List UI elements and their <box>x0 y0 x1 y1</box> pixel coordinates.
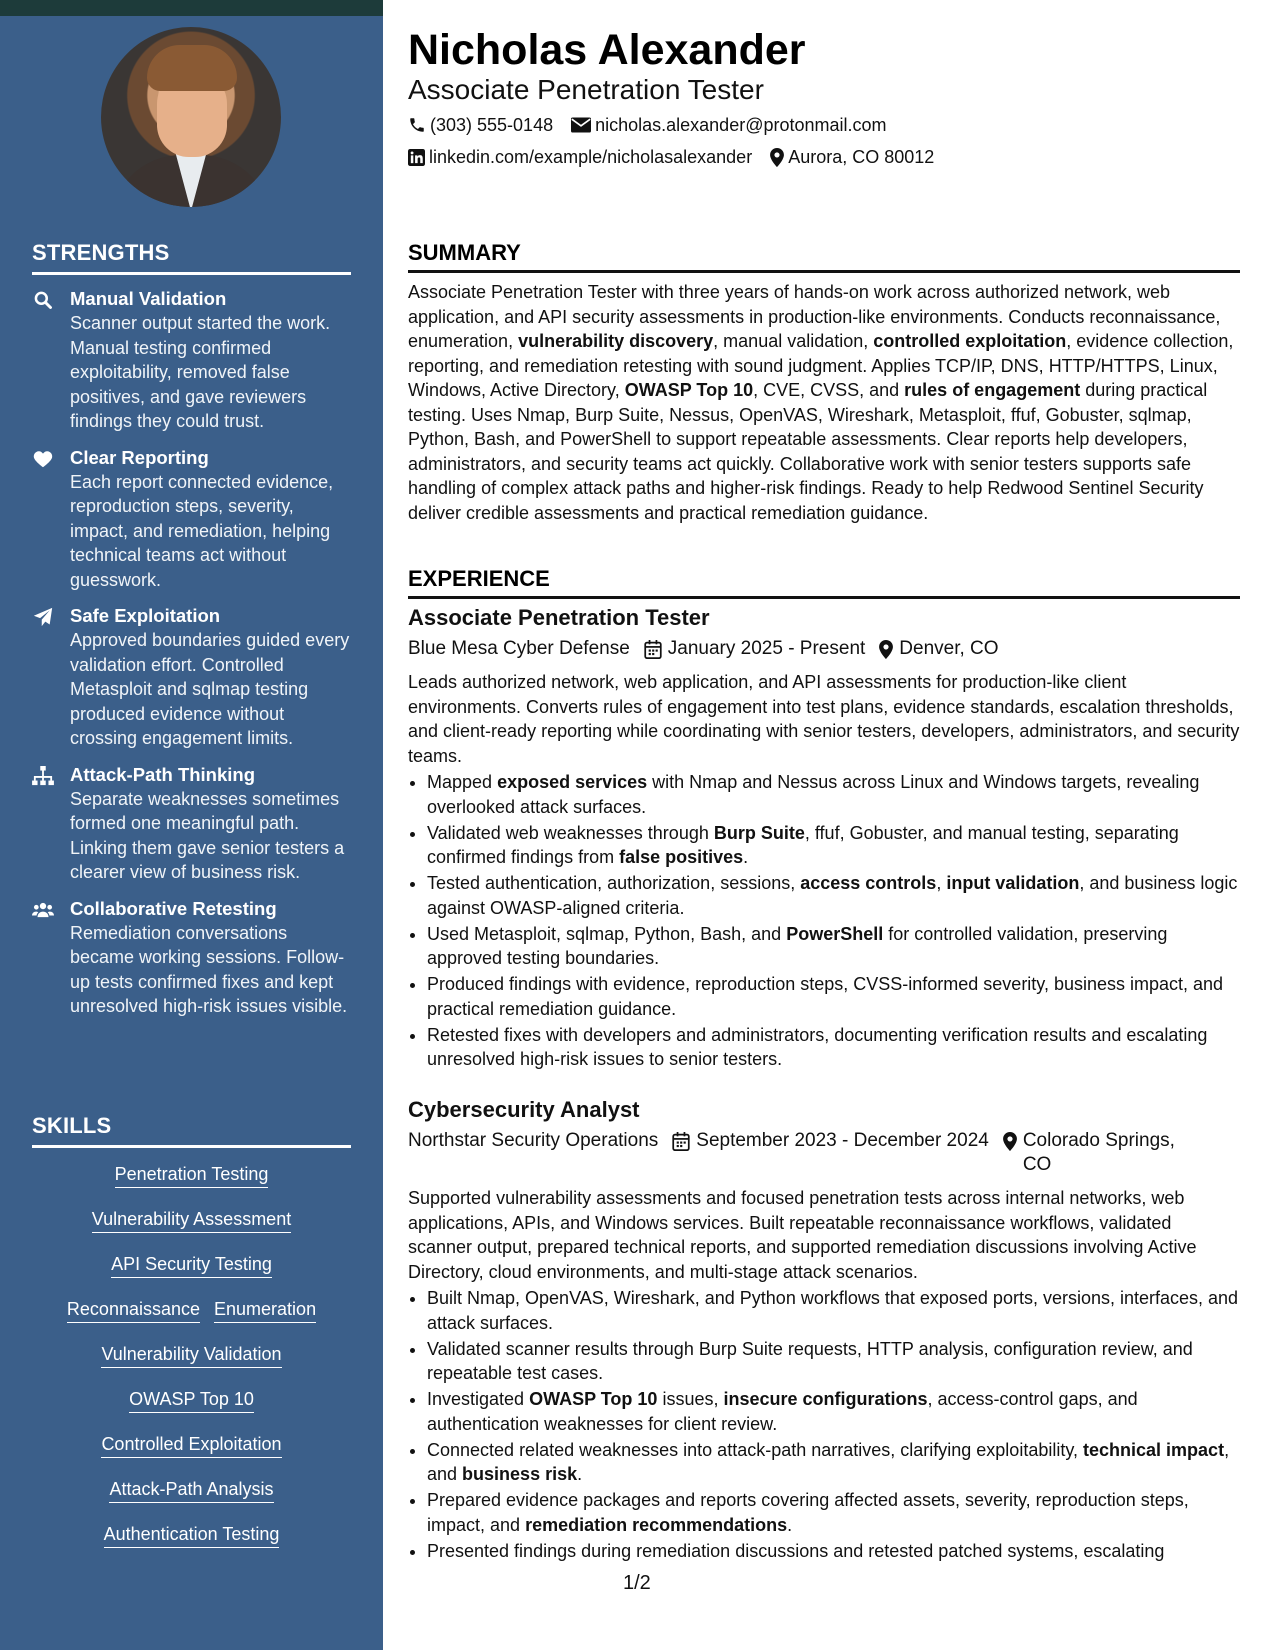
strength-item <box>32 446 351 593</box>
text-run: , ffuf, Gobuster, and manual testing, separating confirmed findings from <box>427 822 1179 867</box>
company-name <box>408 1129 658 1177</box>
location-text: Aurora, CO 80012 <box>788 147 935 167</box>
skill-row <box>32 1162 351 1188</box>
strength-title: Attack-Path Thinking <box>70 763 256 785</box>
strengths-list <box>32 287 351 1019</box>
bullet-item <box>427 871 1240 920</box>
job-title: Associate Penetration Tester <box>408 605 710 630</box>
skill-tag: Vulnerability Assessment <box>92 1207 291 1233</box>
bullet-item <box>427 1438 1240 1487</box>
bold-text: false positives <box>619 847 744 867</box>
text-run: Tested authentication, authorization, sessions, <box>427 873 801 893</box>
skill-row <box>32 1207 351 1233</box>
bold-text: controlled exploitation <box>873 331 1067 351</box>
job-bullets <box>408 770 1240 1072</box>
bullet-item <box>427 1387 1240 1436</box>
bold-text: OWASP Top 10 <box>529 1389 658 1409</box>
bullet-item <box>427 1023 1240 1072</box>
skills-section <box>32 1113 351 1567</box>
location-text: Denver, CO <box>899 638 999 659</box>
strength-description: Remediation conversations became working sessions. Follow-up tests confirmed fixes and kept unresolved high-risk issues visible. <box>70 922 348 1016</box>
job-dates <box>644 637 866 661</box>
heart-icon <box>32 448 54 470</box>
phone-icon <box>408 116 426 134</box>
text-run: Retested fixes with developers and administrators, documenting verification results and escalating unresolved high-risk issues to senior testers. <box>427 1024 1208 1069</box>
skill-row <box>32 1432 351 1458</box>
strength-description: Approved boundaries guided every validation effort. Controlled Metasploit and sqlmap testing produced evidence without crossing engagement limits. <box>70 630 350 748</box>
text-run: Built Nmap, OpenVAS, Wireshark, and Python workflows that exposed ports, versions, interfaces, and attack surfaces. <box>427 1288 1239 1333</box>
job-location <box>879 637 998 661</box>
skills-heading: SKILLS <box>32 1113 351 1148</box>
text-run: Used Metasploit, sqlmap, Python, Bash, and <box>427 923 787 944</box>
text-run: . <box>577 1464 583 1484</box>
bold-text: remediation recommendations <box>525 1514 788 1535</box>
bold-text: insecure configurations <box>723 1389 928 1409</box>
company-name <box>408 637 630 661</box>
text-run: issues, <box>657 1389 724 1409</box>
calendar-icon <box>644 640 662 659</box>
sidebar <box>0 0 383 1650</box>
strength-title: Collaborative Retesting <box>70 897 277 919</box>
job-dates <box>672 1129 989 1177</box>
text-run: Mapped <box>427 772 498 792</box>
bold-text: technical impact <box>1083 1439 1225 1460</box>
bold-text: business risk <box>462 1464 578 1484</box>
skill-row <box>32 1297 351 1323</box>
dates-text: January 2025 - Present <box>667 638 866 659</box>
company-text: Blue Mesa Cyber Defense <box>408 638 630 659</box>
text-run: Validated web weaknesses through <box>427 822 714 843</box>
bullet-item <box>427 972 1240 1021</box>
strength-title: Manual Validation <box>70 288 227 309</box>
bullet-item <box>427 1337 1240 1386</box>
text-run: for controlled validation, preserving approved testing boundaries. <box>427 923 1168 968</box>
email-contact[interactable] <box>571 113 886 137</box>
skill-tag: Enumeration <box>214 1297 316 1323</box>
strength-item <box>32 287 351 434</box>
map-pin-icon <box>770 148 784 167</box>
skill-tag: Authentication Testing <box>104 1522 280 1548</box>
map-pin-icon <box>879 640 893 659</box>
map-pin-icon <box>1003 1132 1017 1151</box>
summary-heading: SUMMARY <box>408 240 1240 273</box>
skill-tag: Attack-Path Analysis <box>109 1477 273 1503</box>
bold-text: rules of engagement <box>904 380 1081 400</box>
skill-tag: OWASP Top 10 <box>129 1387 254 1413</box>
bold-text: vulnerability discovery <box>518 331 714 351</box>
text-run: , and <box>427 1439 1230 1484</box>
phone-contact[interactable] <box>408 113 553 137</box>
skill-tag: Controlled Exploitation <box>101 1432 281 1458</box>
strength-item <box>32 897 351 1019</box>
bold-text: input validation <box>946 873 1080 893</box>
text-run: Connected related weaknesses into attack-path narratives, clarifying exploitability, <box>427 1439 1084 1460</box>
text-run: , <box>936 873 947 893</box>
linkedin-text: linkedin.com/example/nicholasalexander <box>429 147 753 167</box>
contact-row-2 <box>408 145 934 169</box>
search-icon <box>32 289 54 311</box>
phone-text: (303) 555-0148 <box>430 115 554 135</box>
skill-row <box>32 1387 351 1413</box>
text-run: , evidence collection, reporting, and remediation retesting with sound judgment. Applies TCP/IP, DNS, HTTP/HTTPS, Linux, Windows, Active Directory, <box>408 331 1234 400</box>
dates-text: September 2023 - December 2024 <box>696 1130 989 1151</box>
bold-text: exposed services <box>497 772 648 792</box>
sitemap-icon <box>32 765 54 787</box>
bold-text: Burp Suite <box>713 822 805 843</box>
bullet-item <box>427 770 1240 819</box>
skill-row <box>32 1477 351 1503</box>
job-description: Leads authorized network, web application, and API assessments for production-like client environments. Converts rules of engagement into test plans, evidence standards, escalation thresholds, and client-ready reporting while coordinating with senior testers, developers, administrators, and security teams. <box>408 672 1240 766</box>
paper-plane-icon <box>32 606 54 628</box>
strengths-heading: STRENGTHS <box>32 240 351 275</box>
candidate-name: Nicholas Alexander <box>408 26 806 74</box>
bullet-item <box>427 1488 1240 1537</box>
job-location <box>1003 1129 1203 1177</box>
job-title: Cybersecurity Analyst <box>408 1097 640 1122</box>
skill-row <box>32 1342 351 1368</box>
text-run: . <box>743 847 749 867</box>
experience-heading: EXPERIENCE <box>408 566 1240 599</box>
bold-text: PowerShell <box>786 923 884 944</box>
bullet-item <box>427 1286 1240 1335</box>
contact-row-1 <box>408 113 887 137</box>
skill-row <box>32 1252 351 1278</box>
bold-text: access controls <box>800 873 937 893</box>
text-run: , and business logic against OWASP-aligned criteria. <box>427 873 1238 918</box>
bold-text: OWASP Top 10 <box>624 380 754 400</box>
text-run: Produced findings with evidence, reproduction steps, CVSS-informed severity, business impact, and practical remediation guidance. <box>427 974 1224 1019</box>
job-entry <box>408 603 1240 1073</box>
users-icon <box>32 899 54 921</box>
skill-tag: API Security Testing <box>111 1252 272 1278</box>
envelope-icon <box>571 117 591 133</box>
text-run: . <box>787 1514 793 1535</box>
text-run: Investigated <box>427 1389 530 1409</box>
strength-description: Each report connected evidence, reproduction steps, severity, impact, and remediation, helping technical teams act without guesswork. <box>70 471 334 590</box>
text-run: Prepared evidence packages and reports covering affected assets, severity, reproduction steps, impact, and <box>427 1490 1189 1535</box>
strength-description: Separate weaknesses sometimes formed one meaningful path. Linking them gave senior testers a clearer view of business risk. <box>70 788 345 882</box>
profile-photo <box>101 27 281 207</box>
strength-item <box>32 604 351 751</box>
text-run: Associate Penetration Tester with three years of hands-on work across authorized network, web application, and API security assessments in production-like environments. Conducts reconnaissance, enumeration, <box>408 282 1221 351</box>
bullet-item <box>427 1539 1240 1564</box>
job-meta <box>408 1129 1240 1177</box>
bullet-item <box>427 821 1240 870</box>
job-description: Supported vulnerability assessments and focused penetration tests across internal networks, web applications, APIs, and Windows services. Built repeatable reconnaissance workflows, validated scanner output, prepared technical reports, and supported remediation discussions involving Active Directory, cloud environments, and multi-stage attack scenarios. <box>408 1188 1197 1282</box>
job-bullets <box>408 1286 1240 1563</box>
linkedin-icon <box>408 149 425 166</box>
candidate-role: Associate Penetration Tester <box>408 74 764 105</box>
linkedin-contact[interactable] <box>408 145 752 169</box>
strengths-section <box>32 240 351 1019</box>
strength-item <box>32 763 351 885</box>
skill-row <box>32 1522 351 1548</box>
email-text: nicholas.alexander@protonmail.com <box>595 115 887 135</box>
skills-list <box>32 1162 351 1548</box>
summary-text <box>408 280 1240 525</box>
company-text: Northstar Security Operations <box>408 1130 659 1151</box>
strength-description: Scanner output started the work. Manual testing confirmed exploitability, removed false positives, and gave reviewers findings they could trust. <box>70 313 331 431</box>
text-run: Validated scanner results through Burp Suite requests, HTTP analysis, configuration review, and repeatable test cases. <box>427 1338 1193 1383</box>
text-run: during practical testing. Uses Nmap, Burp Suite, Nessus, OpenVAS, Wireshark, Metasploit, ffuf, Gobuster, sqlmap, Python, Bash, and PowerShell to support repeatable assessments. Clear reports help developers, administrators, and security teams act quickly. Collaborative work with senior testers supports safe handling of complex attack paths and higher-risk findings. Ready to help Redwood Sentinel Security deliver credible assessments and practical remediation guidance. <box>408 380 1208 523</box>
text-run: , CVE, CVSS, and <box>753 380 905 400</box>
text-run: , access-control gaps, and authentication weaknesses for client review. <box>427 1389 1138 1434</box>
skill-tag: Vulnerability Validation <box>101 1342 281 1368</box>
text-run: , manual validation, <box>713 331 874 351</box>
strength-title: Clear Reporting <box>70 446 209 468</box>
job-meta <box>408 637 1240 661</box>
bullet-item <box>427 922 1240 971</box>
calendar-icon <box>672 1132 690 1151</box>
location-contact <box>770 145 934 169</box>
strength-title: Safe Exploitation <box>70 605 221 626</box>
location-text: Colorado Springs, CO <box>1022 1130 1175 1175</box>
skill-tag: Penetration Testing <box>115 1162 269 1188</box>
page-number: 1/2 <box>623 1572 651 1594</box>
text-run: Presented findings during remediation discussions and retested patched systems, escalating <box>427 1540 1165 1561</box>
skill-tag: Reconnaissance <box>67 1297 200 1323</box>
sidebar-top-bar <box>0 0 383 16</box>
job-entry <box>408 1095 1240 1565</box>
text-run: with Nmap and Nessus across Linux and Windows targets, revealing overlooked attack surfaces. <box>427 772 1200 817</box>
